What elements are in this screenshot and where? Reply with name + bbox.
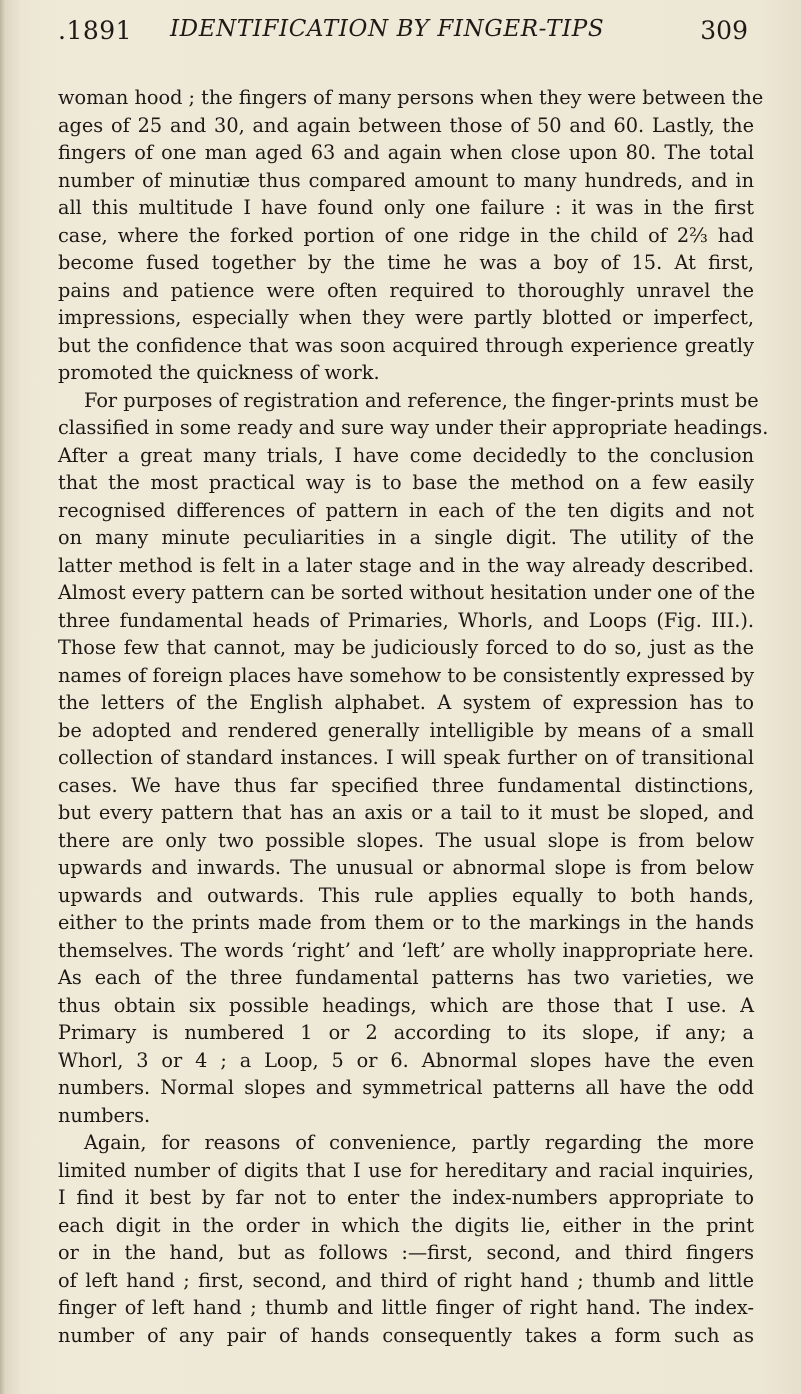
text-line: or in the hand, but as follows :—first, second, and third fingers xyxy=(58,1241,754,1264)
text-line: on many minute peculiarities in a single digit. The utility of the xyxy=(58,526,754,549)
paragraph xyxy=(58,84,764,387)
body-text xyxy=(58,84,769,1349)
text-line: limited number of digits that I use for hereditary and racial inquiries, xyxy=(58,1158,754,1182)
text-line: there are only two possible slopes. The usual slope is from below xyxy=(58,828,754,852)
text-line: recognised differences of pattern in each of the ten digits and not xyxy=(58,498,754,522)
text-line: of left hand ; first, second, and third of right hand ; thumb and little xyxy=(58,1268,754,1292)
text-line: Again, for reasons of convenience, partly regarding the more xyxy=(84,1131,754,1154)
text-line: be adopted and rendered generally intelligible by means of a small xyxy=(58,718,754,742)
text-line: upwards and outwards. This rule applies equally to both hands, xyxy=(58,883,754,907)
text-line: that the most practical way is to base the method on a few easily xyxy=(58,471,754,494)
running-head xyxy=(58,10,748,50)
text-line: Primary is numbered 1 or 2 according to its slope, if any; a xyxy=(58,1021,754,1044)
text-line: promoted the quickness of work. xyxy=(58,361,380,384)
text-line: number of any pair of hands consequently takes a form such as xyxy=(58,1323,754,1347)
text-line: themselves. The words ‘right’ and ‘left’ are wholly inappropriate here. xyxy=(58,938,754,962)
text-line: fingers of one man aged 63 and again when close upon 80. The total xyxy=(58,141,754,164)
text-line: As each of the three fundamental patterns has two varieties, we xyxy=(58,966,754,989)
text-line: each digit in the order in which the digits lie, either in the print xyxy=(58,1213,754,1237)
text-line: upwards and inwards. The unusual or abnormal slope is from below xyxy=(58,856,754,879)
text-line: numbers. xyxy=(58,1103,151,1127)
text-line: I find it best by far not to enter the index-numbers appropriate to xyxy=(58,1186,754,1209)
text-line: collection of standard instances. I will speak further on of transitional xyxy=(58,746,754,769)
text-line: but every pattern that has an axis or a tail to it must be sloped, and xyxy=(58,801,754,824)
text-line: For purposes of registration and reference, the finger-prints must be xyxy=(84,388,759,412)
text-line: classified in some ready and sure way under their appropriate headings. xyxy=(58,416,769,439)
page-number: 309 xyxy=(700,16,748,45)
text-line: woman hood ; the fingers of many persons when they were between the xyxy=(58,86,764,109)
text-line: the letters of the English alphabet. A system of expression has to xyxy=(58,691,754,714)
text-line: finger of left hand ; thumb and little finger of right hand. The index- xyxy=(58,1296,754,1319)
text-line: all this multitude I have found only one failure : it was in the first xyxy=(58,196,754,219)
header-year: .1891 xyxy=(58,16,133,45)
page-gutter-edge xyxy=(0,0,6,1394)
paragraph xyxy=(58,1129,754,1349)
text-line: either to the prints made from them or to the markings in the hands xyxy=(58,911,754,934)
text-line: Whorl, 3 or 4 ; a Loop, 5 or 6. Abnormal slopes have the even xyxy=(58,1048,754,1072)
text-line: cases. We have thus far specified three fundamental distinctions, xyxy=(58,773,754,797)
text-line: case, where the forked portion of one ridge in the child of 2⅔ had xyxy=(58,223,754,247)
text-line: but the confidence that was soon acquired through experience greatly xyxy=(58,333,754,357)
text-line: names of foreign places have somehow to be consistently expressed by xyxy=(58,663,755,687)
text-line: Almost every pattern can be sorted without hesitation under one of the xyxy=(58,581,756,604)
header-title: IDENTIFICATION BY FINGER-TIPS xyxy=(170,16,605,42)
text-line: pains and patience were often required to thoroughly unravel the xyxy=(58,278,754,302)
text-line: After a great many trials, I have come decidedly to the conclusion xyxy=(58,443,754,467)
paragraph xyxy=(58,387,769,1130)
text-line: number of minutiæ thus compared amount to many hundreds, and in xyxy=(58,168,754,192)
text-line: three fundamental heads of Primaries, Whorls, and Loops (Fig. III.). xyxy=(58,608,754,632)
text-line: ages of 25 and 30, and again between those of 50 and 60. Lastly, the xyxy=(58,113,754,137)
text-line: latter method is felt in a later stage and in the way already described. xyxy=(58,553,754,577)
text-line: Those few that cannot, may be judiciously forced to do so, just as the xyxy=(58,636,754,659)
text-line: impressions, especially when they were partly blotted or imperfect, xyxy=(58,306,754,329)
text-line: become fused together by the time he was a boy of 15. At first, xyxy=(58,251,754,274)
text-line: numbers. Normal slopes and symmetrical patterns all have the odd xyxy=(58,1076,754,1099)
text-line: thus obtain six possible headings, which are those that I use. A xyxy=(58,993,754,1017)
